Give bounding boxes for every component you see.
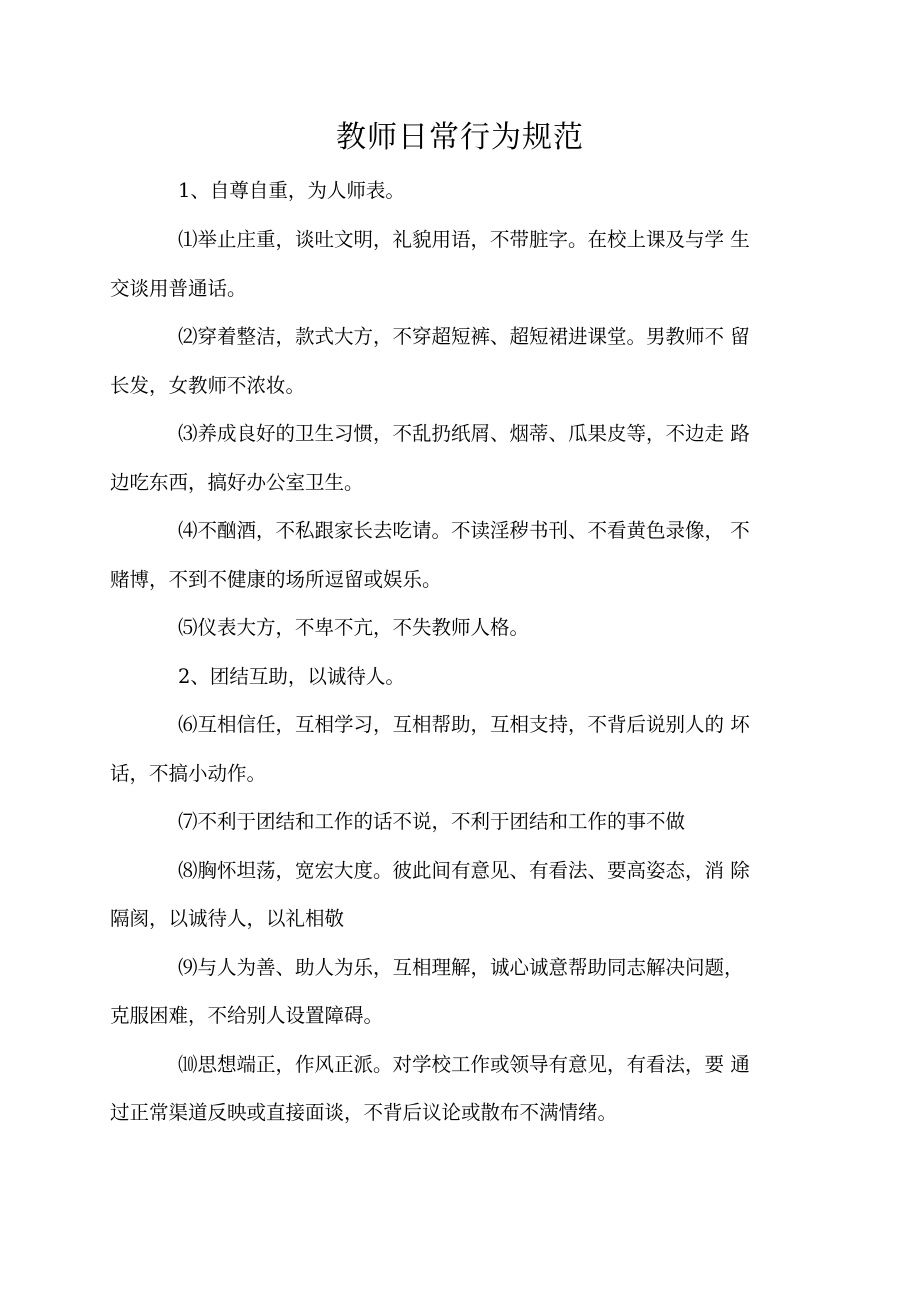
paragraph-10-line-1: ⑽思想端正，作风正派。对学校工作或领导有意见，有看法，要 通: [178, 1053, 750, 1076]
paragraph-3-line-2: 边吃东西，搞好办公室卫生。: [110, 471, 364, 494]
paragraph-9-line-1: ⑼与人为善、助人为乐，互相理解，诚心诚意帮助同志解决问题，: [178, 956, 744, 979]
paragraph-4-line-1: ⑷不酗酒，不私跟家长去吃请。不读淫秽书刊、不看黄色录像， 不: [178, 519, 750, 542]
paragraph-2-line-2: 长发，女教师不浓妆。: [110, 374, 306, 397]
paragraph-10-line-2: 过正常渠道反映或直接面谈，不背后议论或散布不满情绪。: [110, 1101, 618, 1124]
paragraph-1-line-1: ⑴举止庄重，谈吐文明，礼貌用语，不带脏字。在校上课及与学 生: [178, 228, 750, 251]
paragraph-4-line-2: 赌博，不到不健康的场所逗留或娱乐。: [110, 568, 442, 591]
paragraph-8-line-1: ⑻胸怀坦荡，宽宏大度。彼此间有意见、有看法、要高姿态，消 除: [178, 859, 750, 882]
paragraph-5-line-1: ⑸仪表大方，不卑不亢，不失教师人格。: [178, 616, 530, 639]
paragraph-3-line-1: ⑶养成良好的卫生习惯，不乱扔纸屑、烟蒂、瓜果皮等，不边走 路: [178, 422, 750, 445]
paragraph-2-line-1: ⑵穿着整洁，款式大方，不穿超短裤、超短裙进课堂。男教师不 留: [178, 325, 750, 348]
section-heading-2: 2、团结互助，以诚待人。: [178, 665, 405, 688]
paragraph-6-line-2: 话，不搞小动作。: [110, 762, 267, 785]
document-title: 教师日常行为规范: [336, 120, 584, 155]
paragraph-9-line-2: 克服困难，不给别人设置障碍。: [110, 1004, 384, 1027]
paragraph-1-line-2: 交谈用普通话。: [110, 277, 247, 300]
paragraph-6-line-1: ⑹互相信任，互相学习，互相帮助，互相支持，不背后说别人的 坏: [178, 713, 750, 736]
paragraph-7-line-1: ⑺不利于团结和工作的话不说，不利于团结和工作的事不做: [178, 810, 686, 833]
section-heading-1: 1、自尊自重，为人师表。: [178, 179, 405, 202]
paragraph-8-line-2: 隔阂，以诚待人，以礼相敬: [110, 907, 345, 930]
